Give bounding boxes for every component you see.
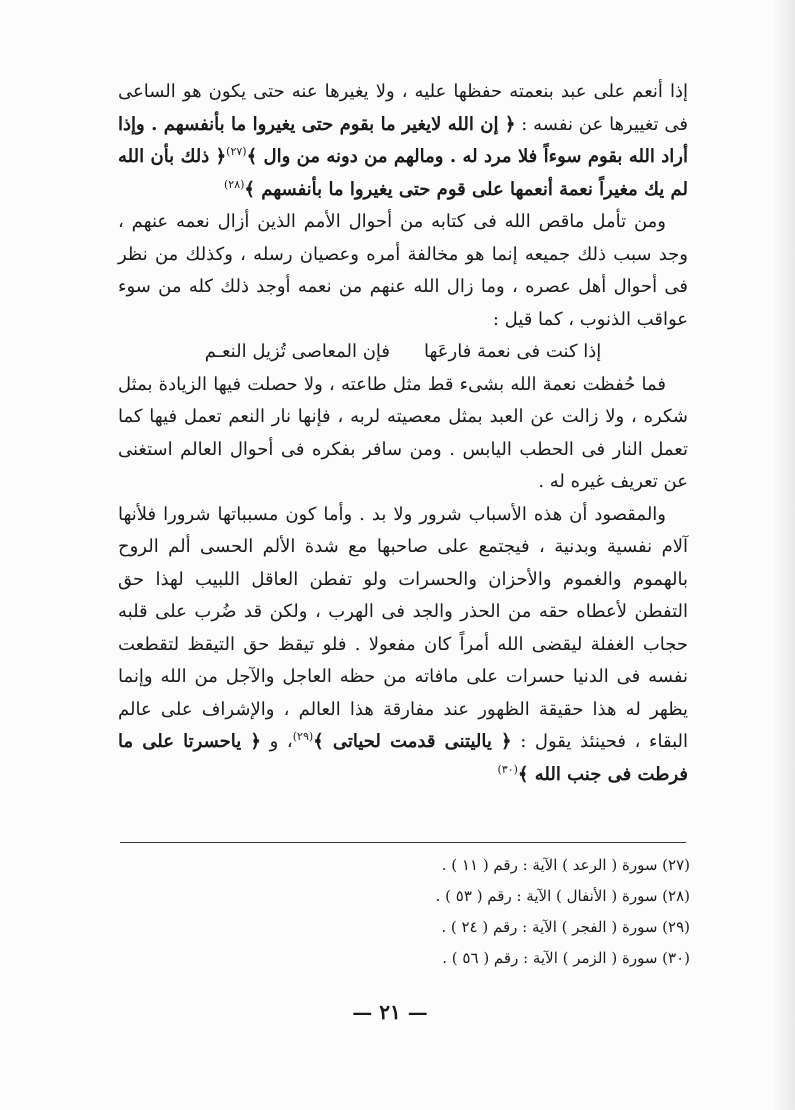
- verse-second-hemistich: فإن المعاصى تُزيل النعـم: [204, 341, 391, 362]
- footnote-ref-28: (٢٨): [224, 177, 245, 191]
- footnote-29: (٢٩) سورة ( الفجر ) الآية : رقم ( ٢٤ ) .: [441, 918, 690, 936]
- footnote-ref-30: (٣٠): [497, 762, 518, 776]
- quran-quote-2: ﴿ ذلك بأن الله لم يك مغيراً نعمة أنعمها على قوم حتى يغيروا ما بأنفسهم ﴾: [118, 146, 688, 200]
- paragraph-2: ومن تأمل ماقص الله فى كتابه من أحوال الأمم الذين أزال نعمه عنهم ، وجد سبب ذلك جميعه إنما هو مخالفة أمره وعصيان رسله ، وكذلك من نظر فى أحوال أهل عصره ، وما زال الله عنهم من نعمه أوجد ذلك كله من سوء عواقب الذنوب ، كما قيل :: [118, 211, 688, 330]
- page-number: — ٢١ —: [352, 1000, 428, 1024]
- footnote-divider: [120, 842, 686, 843]
- footnote-ref-29: (٢٩): [292, 730, 314, 743]
- main-text: [118, 76, 688, 791]
- verse-first-hemistich: إذا كنت فى نعمة فارعَها: [424, 341, 602, 362]
- quran-quote-4: ﴿ ياحسرتا على ما فرطت فى جنب الله ﴾: [118, 731, 688, 785]
- poetry-verse: [118, 336, 688, 369]
- paragraph-3: فما حُفظت نعمة الله بشىء قط مثل طاعته ، ولا حصلت فيها الزيادة بمثل شكره ، ولا زالت عن العبد بمثل معصيته لربه ، فإنها نار النعم تعمل فيها كما تعمل النار فى الحطب اليابس . ومن سافر بفكره فى أحوال العالم استغنى عن تعريف غيره له .: [118, 373, 688, 492]
- quran-quote-3: ﴿ ياليتنى قدمت لحياتى ﴾: [313, 731, 512, 752]
- paragraph-1: [118, 76, 688, 206]
- page-edge-shadow: [771, 0, 795, 1110]
- paragraph-4-text: والمقصود أن هذه الأسباب شرور ولا بد . وأما كون مسبباتها شرورا فلأنها آلام نفسية وبدنية ، فيجتمع على صاحبها مع شدة الألم الحسى ألم الروح بالهموم والغموم والأحزان والحسرات ولو تفطن العاقل اللبيب لهذا حق التفطن لأعطاه حقه من الحذر والجد فى الهرب ، ولكن قد ضُرب على قلبه حجاب الغفلة ليقضى الله أمراً كان مفعولا . فلو تيقظ حق التيقظ لتقطعت نفسه فى الدنيا حسرات على مافاته من حظه العاجل والآجل من الله وإنما يظهر له هذا حقيقة الظهور عند مفارقة هذا العالم ، والإشراف على عالم البقاء ، فحينئذ يقول :: [118, 503, 688, 752]
- footnote-27: (٢٧) سورة ( الرعد ) الآية : رقم ( ١١ ) .: [441, 856, 690, 874]
- footnote-28: (٢٨) سورة ( الأنفال ) الآية : رقم ( ٥٣ ) .: [435, 887, 690, 905]
- footnote-ref-27: (٢٧): [226, 145, 247, 158]
- paragraph-1-text: إذا أنعم على عبد بنعمته حفظها عليه ، ولا يغيرها عنه حتى يكون هو الساعى فى تغييرها عن نفسه :: [118, 81, 688, 135]
- footnote-30: (٣٠) سورة ( الزمر ) الآية : رقم ( ٥٦ ) .: [442, 949, 690, 967]
- quote-separator: ، و: [260, 731, 293, 752]
- paragraph-4: [118, 499, 688, 792]
- quran-quote-1: ﴿ إن الله لايغير ما بقوم حتى يغيروا ما بأنفسهم . وإذا أراد الله بقوم سوءاً فلا مرد له . ومالهم من دونه من وال ﴾: [118, 113, 689, 167]
- footnotes: [300, 850, 690, 974]
